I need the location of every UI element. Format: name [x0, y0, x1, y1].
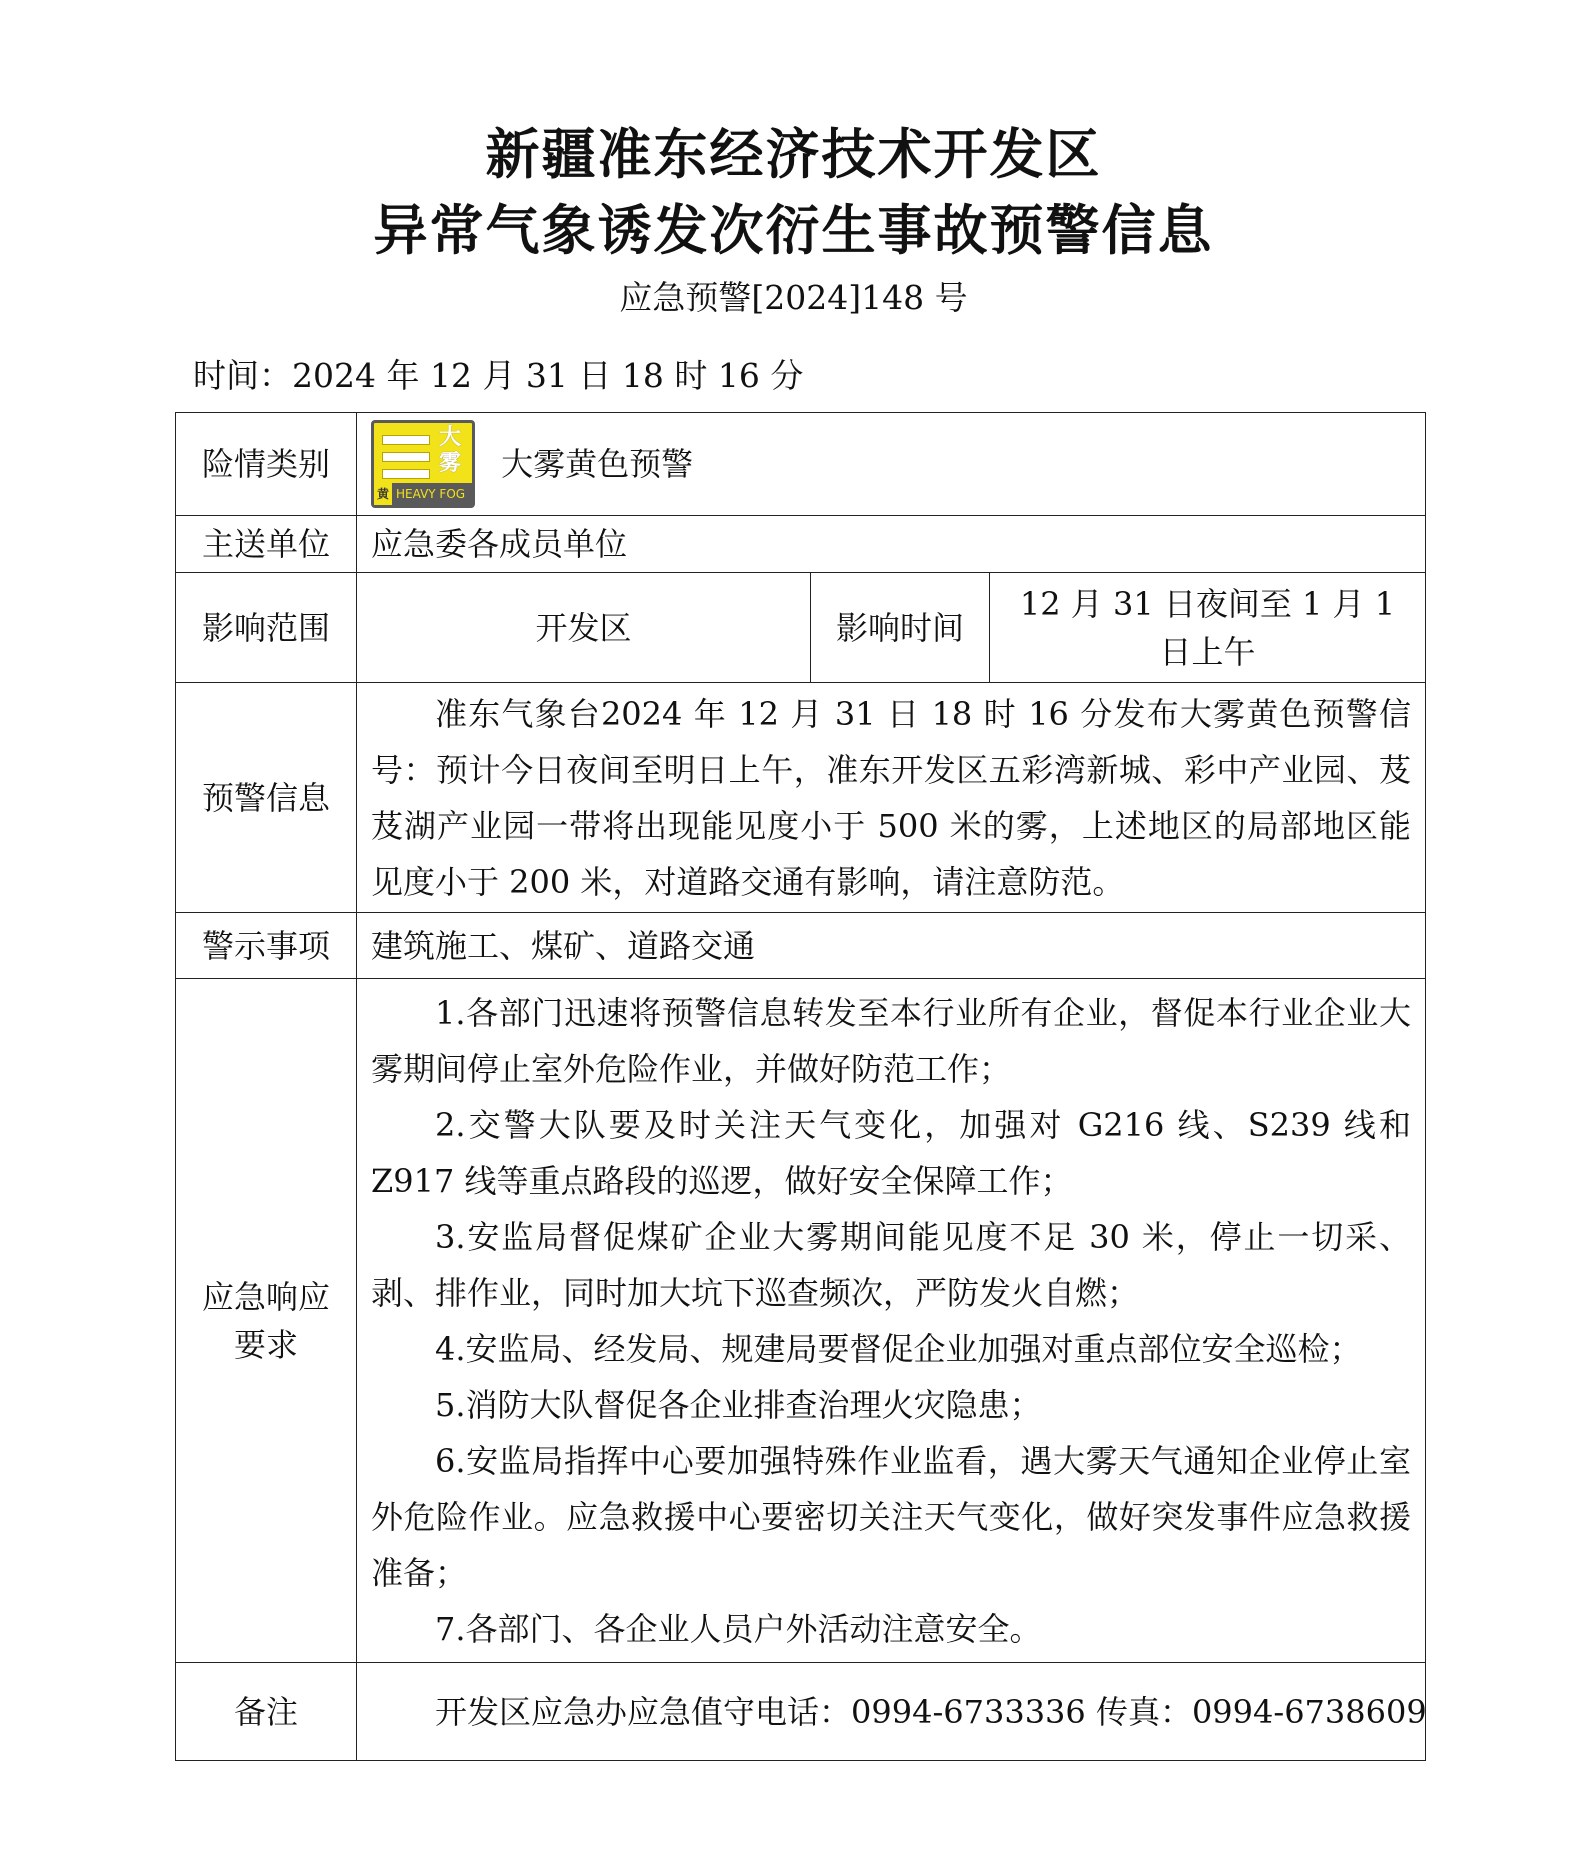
- response-label-line1: 应急响应: [201, 1277, 330, 1316]
- warning-info-text: 准东气象台2024 年 12 月 31 日 18 时 16 分发布大雾黄色预警信号：预计今日夜间至明日上午，准东开发区五彩湾新城、彩中产业园、芨芨湖产业园一带将出现能见度小于 500 米的雾，上述地区的局部地区能见度小于 200 米，对道路交通有影响，请注意防范。: [371, 694, 1411, 901]
- warning-form-table: [175, 412, 1426, 1761]
- row-response: [176, 979, 1426, 1663]
- impact-area-label: 影响范围: [176, 573, 357, 683]
- badge-big-text: 大雾: [432, 425, 468, 477]
- document-title-line2: 异常气象诱发次衍生事故预警信息: [373, 199, 1214, 262]
- badge-level-text: 黄: [374, 483, 392, 505]
- warning-info-cell: [357, 683, 1426, 913]
- hazard-type-value: 大雾黄色预警: [501, 445, 694, 483]
- row-recipients: [176, 516, 1426, 573]
- hazard-type-cell: [357, 413, 1426, 516]
- hazard-type-label: 险情类别: [176, 413, 357, 516]
- document-title-line1: 新疆准东经济技术开发区: [485, 123, 1102, 186]
- badge-english-text: HEAVY FOG: [396, 487, 466, 501]
- badge-strip: [374, 483, 472, 505]
- recipients-label: 主送单位: [176, 516, 357, 573]
- document-number: 应急预警[2024]148 号: [619, 278, 968, 317]
- response-item: 6.安监局指挥中心要加强特殊作业监看，遇大雾天气通知企业停止室外危险作业。应急救援中心要密切关注天气变化，做好突发事件应急救援准备；: [371, 1441, 1411, 1592]
- heavy-fog-yellow-warning-icon: [371, 420, 475, 508]
- remarks-value: 开发区应急办应急值守电话：0994-6733336 传真：0994-6738609: [357, 1663, 1426, 1761]
- response-item: 2.交警大队要及时关注天气变化，加强对 G216 线、S239 线和 Z917 线等重点路段的巡逻，做好安全保障工作；: [371, 1105, 1411, 1200]
- response-label: [176, 979, 357, 1663]
- row-warning-info: [176, 683, 1426, 913]
- response-item: 1.各部门迅速将预警信息转发至本行业所有企业，督促本行业企业大雾期间停止室外危险作业，并做好防范工作；: [371, 993, 1411, 1088]
- warning-items-value: 建筑施工、煤矿、道路交通: [357, 913, 1426, 979]
- warning-info-label: 预警信息: [176, 683, 357, 913]
- row-warning-items: [176, 913, 1426, 979]
- response-item: 3.安监局督促煤矿企业大雾期间能见度不足 30 米，停止一切采、剥、排作业，同时加大坑下巡查频次，严防发火自燃；: [371, 1217, 1411, 1312]
- issue-time: 时间：2024 年 12 月 31 日 18 时 16 分: [193, 356, 804, 395]
- row-hazard-type: [176, 413, 1426, 516]
- warning-items-label: 警示事项: [176, 913, 357, 979]
- response-cell: [357, 979, 1426, 1663]
- remarks-label: 备注: [176, 1663, 357, 1761]
- row-impact: [176, 573, 1426, 683]
- impact-time-value: 12 月 31 日夜间至 1 月 1 日上午: [990, 573, 1426, 683]
- response-label-line2: 要求: [233, 1325, 298, 1364]
- warning-bars-icon: [382, 435, 430, 481]
- impact-time-label: 影响时间: [811, 573, 990, 683]
- impact-area-value: 开发区: [357, 573, 811, 683]
- recipients-value: 应急委各成员单位: [357, 516, 1426, 573]
- row-remarks: [176, 1663, 1426, 1761]
- response-item: 4.安监局、经发局、规建局要督促企业加强对重点部位安全巡检；: [435, 1329, 1362, 1368]
- response-item: 7.各部门、各企业人员户外活动注意安全。: [435, 1609, 1042, 1648]
- response-item: 5.消防大队督促各企业排查治理火灾隐患；: [435, 1385, 1042, 1424]
